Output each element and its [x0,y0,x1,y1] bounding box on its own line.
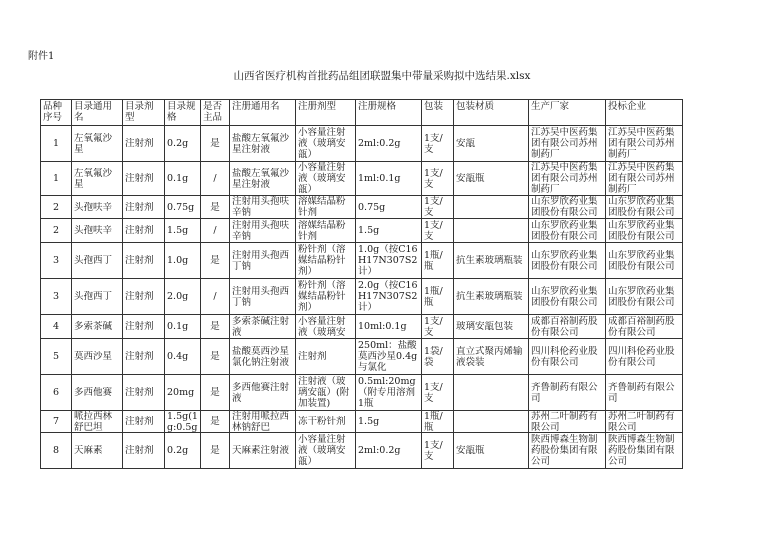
cell-reg-spec [356,196,422,219]
cell-is-main [201,433,230,469]
cell-package [422,243,454,279]
cell-text: 0.1g [167,321,189,332]
cell-text: 注射液（玻璃安瓿）(附加装置) [298,376,350,409]
cell-text: 江苏吴中医药集团有限公司苏州制药厂 [608,127,675,160]
cell-package [422,219,454,243]
cell-reg-form [296,375,356,411]
cell-catalog-spec [165,219,201,243]
cell-text: 3 [52,255,60,266]
cell-text: 注射用头孢呋辛钠 [232,219,290,242]
cell-bidder [606,339,683,375]
cell-reg-name [230,162,296,196]
cell-reg-name [230,279,296,315]
cell-manufacturer [529,375,606,411]
cell-text: 山东罗欣药业集团股份有限公司 [608,196,675,218]
cell-seq [41,219,72,243]
cell-reg-form [296,162,356,196]
cell-text: 注射剂 [125,201,154,213]
cell-text: 注射用哌拉西林钠舒巴 [232,411,290,432]
cell-is-main [201,126,230,162]
cell-catalog-name [72,279,123,315]
table-row [41,375,683,411]
cell-reg-form [296,433,356,469]
cell-catalog-form [123,196,165,219]
cell-text: 20mg [167,387,195,398]
cell-package [422,279,454,315]
cell-text: 溶媒结晶粉针剂 [298,219,346,242]
cell-text: 1支/支 [424,315,443,338]
cell-is-main [201,162,230,196]
cell-text: 小容量注射液（玻璃安瓿） [298,127,346,160]
cell-catalog-name [72,315,123,339]
cell-reg-name [230,126,296,162]
cell-catalog-spec [165,339,201,375]
cell-reg-spec [356,162,422,196]
col-header-is-main: 是否主品 [201,100,230,126]
cell-text: 左氧氟沙星 [74,132,113,155]
cell-text: 注射剂 [125,173,154,184]
cell-reg-spec [356,339,422,375]
cell-text: 盐酸莫西沙星氯化钠注射液 [232,345,290,368]
cell-text: 0.1g [167,173,189,184]
cell-text: 天麻素 [74,445,103,456]
cell-catalog-name [72,162,123,196]
cell-text: 1瓶/瓶 [424,249,443,272]
cell-package-material [454,433,529,469]
cell-text: 1 [52,173,60,184]
table-row [41,279,683,315]
cell-catalog-spec [165,126,201,162]
cell-text: 是 [210,201,220,213]
cell-text: 山东罗欣药业集团股份有限公司 [608,219,675,242]
cell-text: 头孢呋辛 [74,225,113,236]
cell-package [422,315,454,339]
cell-text: 哌拉西林舒巴坦 [74,411,113,432]
cell-seq [41,279,72,315]
cell-text: 0.75g [167,201,195,213]
cell-text: 山东罗欣药业集团股份有限公司 [531,196,598,218]
cell-reg-name [230,243,296,279]
cell-text: 8 [52,445,60,456]
cell-catalog-form [123,279,165,315]
cell-is-main [201,196,230,219]
cell-text: 1.5g [358,225,380,236]
cell-catalog-name [72,243,123,279]
cell-seq [41,411,72,433]
cell-text: 1瓶/瓶 [424,285,443,308]
table-row [41,315,683,339]
cell-text: 1支/支 [424,381,443,404]
cell-text: 注射剂 [125,225,154,236]
cell-text: 是 [210,351,220,362]
cell-reg-name [230,196,296,219]
cell-reg-name [230,219,296,243]
cell-package-material [454,162,529,196]
cell-bidder [606,411,683,433]
cell-text: 陕西博森生物制药股份集团有限公司 [608,434,675,467]
cell-package [422,339,454,375]
cell-reg-spec [356,126,422,162]
cell-text: / [213,173,217,184]
cell-reg-form [296,315,356,339]
cell-text: 10ml:0.1g [358,321,407,332]
col-header-catalog-form: 目录剂型 [123,100,165,126]
cell-text: 是 [210,138,220,149]
cell-text: 盐酸左氧氟沙星注射液 [232,132,290,155]
cell-text: 2ml:0.2g [358,445,401,456]
cell-text: 250ml：盐酸莫西沙星0.4g与氯化 [358,340,418,373]
cell-text: 莫西沙星 [74,351,113,362]
cell-package [422,433,454,469]
cell-reg-name [230,339,296,375]
cell-bidder [606,126,683,162]
cell-catalog-form [123,162,165,196]
cell-text: 1.5g [358,416,380,427]
cell-catalog-spec [165,433,201,469]
cell-catalog-name [72,126,123,162]
cell-catalog-form [123,315,165,339]
cell-text: 1支/支 [424,196,443,218]
cell-reg-form [296,243,356,279]
cell-text: 1瓶/瓶 [424,411,443,432]
cell-package [422,411,454,433]
cell-text: 多西他赛 [74,387,113,398]
cell-bidder [606,162,683,196]
cell-text: 2.0g [167,291,189,302]
cell-reg-form [296,126,356,162]
cell-package-material [454,375,529,411]
col-header-catalog-spec: 目录规格 [165,100,201,126]
cell-text: 1ml:0.1g [358,173,401,184]
cell-reg-spec [356,315,422,339]
table-row [41,126,683,162]
table-row [41,162,683,196]
col-header-seq: 品种序号 [41,100,72,126]
cell-text: 抗生素玻璃瓶装 [456,291,523,302]
cell-reg-spec [356,433,422,469]
cell-package-material [454,279,529,315]
cell-text: 1.0g [167,255,189,266]
cell-catalog-form [123,339,165,375]
cell-text: 江苏吴中医药集团有限公司苏州制药厂 [608,162,675,195]
cell-text: 小容量注射液（玻璃安瓿） [298,162,346,195]
cell-text: 注射用头孢西丁钠 [232,285,290,308]
cell-catalog-spec [165,315,201,339]
cell-text: 1.5g [167,225,189,236]
cell-text: 成都百裕制药股份有限公司 [608,315,675,338]
cell-text: 冻干粉针剂 [298,416,346,427]
cell-text: 注射剂 [125,387,154,398]
cell-catalog-form [123,219,165,243]
cell-seq [41,162,72,196]
cell-seq [41,315,72,339]
table-row [41,433,683,469]
cell-seq [41,433,72,469]
cell-text: 多西他赛注射液 [232,381,290,404]
cell-reg-spec [356,243,422,279]
cell-text: 成都百裕制药股份有限公司 [531,315,598,338]
cell-text: 江苏吴中医药集团有限公司苏州制药厂 [531,127,598,160]
cell-text: 齐鲁制药有限公司 [608,381,675,404]
cell-catalog-form [123,411,165,433]
cell-manufacturer [529,162,606,196]
cell-text: 7 [52,416,60,427]
attachment-label: 附件1 [28,51,55,62]
cell-text: 小容量注射液（玻璃安瓿） [298,434,346,467]
cell-seq [41,243,72,279]
cell-text: 1支/支 [424,132,443,155]
cell-text: 山东罗欣药业集团股份有限公司 [531,249,598,272]
cell-package-material [454,219,529,243]
cell-text: 1支/支 [424,439,443,462]
col-header-manufacturer: 生产厂家 [529,100,606,126]
cell-bidder [606,315,683,339]
cell-manufacturer [529,339,606,375]
cell-text: 苏州二叶制药有限公司 [608,411,675,432]
cell-text: 多索茶碱注射液 [232,315,290,338]
cell-is-main [201,279,230,315]
cell-catalog-spec [165,243,201,279]
col-header-bidder: 投标企业 [606,100,683,126]
cell-text: 0.4g [167,351,189,362]
cell-package [422,126,454,162]
cell-package-material [454,196,529,219]
cell-reg-form [296,411,356,433]
cell-text: 1支/支 [424,219,443,242]
col-header-reg-spec: 注册规格 [356,100,422,126]
col-header-reg-name: 注册通用名 [230,100,296,126]
cell-text: 是 [210,416,220,427]
cell-seq [41,196,72,219]
col-header-reg-form: 注册剂型 [296,100,356,126]
cell-text: 是 [210,321,220,332]
cell-text: 注射剂 [125,416,154,427]
cell-catalog-spec [165,196,201,219]
cell-catalog-spec [165,375,201,411]
cell-text: 2 [52,201,60,213]
table-row [41,196,683,219]
cell-catalog-name [72,375,123,411]
cell-package-material [454,126,529,162]
cell-catalog-name [72,339,123,375]
cell-text: 山东罗欣药业集团股份有限公司 [531,219,598,242]
cell-reg-spec [356,279,422,315]
cell-text: 天麻素注射液 [232,445,290,456]
cell-text: 头孢西丁 [74,291,113,302]
cell-text: 是 [210,387,220,398]
table-header-row [41,100,683,126]
cell-seq [41,375,72,411]
cell-seq [41,339,72,375]
cell-bidder [606,433,683,469]
cell-text: 粉针剂（溶媒结晶粉针剂） [298,280,346,313]
cell-text: 0.5ml:20mg（附专用溶剂1瓶 [358,376,416,409]
cell-text: 小容量注射液（玻璃安 [298,315,346,338]
cell-is-main [201,339,230,375]
cell-text: 是 [210,445,220,456]
cell-reg-name [230,411,296,433]
col-header-package: 包装 [422,100,454,126]
cell-text: 0.2g [167,138,189,149]
cell-text: 抗生素玻璃瓶装 [456,255,523,266]
cell-package-material [454,339,529,375]
cell-text: 注射剂 [125,291,154,302]
cell-catalog-spec [165,162,201,196]
cell-package [422,162,454,196]
cell-catalog-form [123,243,165,279]
cell-reg-form [296,196,356,219]
cell-is-main [201,315,230,339]
cell-text: 齐鲁制药有限公司 [531,381,598,404]
cell-text: 1.0g（按C16H17N307S2计） [358,244,418,277]
cell-text: 注射剂 [125,321,154,332]
cell-text: 1.5g(1g:0.5g [167,411,198,432]
cell-bidder [606,219,683,243]
cell-catalog-name [72,196,123,219]
cell-text: 左氧氟沙星 [74,167,113,190]
cell-reg-form [296,339,356,375]
cell-is-main [201,411,230,433]
cell-reg-form [296,219,356,243]
cell-text: 玻璃安瓿包装 [456,321,514,332]
cell-package [422,375,454,411]
table-row [41,219,683,243]
cell-reg-spec [356,411,422,433]
cell-text: 1 [52,138,60,149]
document-title: 山西省医疗机构首批药品组团联盟集中带量采购拟中选结果.xlsx [233,70,531,82]
col-header-package-material: 包装材质 [454,100,529,126]
cell-manufacturer [529,315,606,339]
cell-catalog-form [123,375,165,411]
cell-text: 安瓿瓶 [456,445,485,456]
cell-bidder [606,196,683,219]
cell-reg-spec [356,375,422,411]
cell-catalog-form [123,126,165,162]
cell-text: 四川科伦药业股份有限公司 [531,345,598,368]
cell-is-main [201,243,230,279]
cell-manufacturer [529,433,606,469]
cell-text: 陕西博森生物制药股份集团有限公司 [531,434,598,467]
cell-text: 直立式聚丙烯输液袋装 [456,345,523,368]
cell-catalog-spec [165,411,201,433]
results-table [40,99,683,469]
cell-bidder [606,279,683,315]
cell-is-main [201,219,230,243]
cell-text: 江苏吴中医药集团有限公司苏州制药厂 [531,162,598,195]
cell-catalog-name [72,433,123,469]
cell-text: 0.2g [167,445,189,456]
cell-catalog-name [72,411,123,433]
cell-text: 山东罗欣药业集团股份有限公司 [608,285,675,308]
cell-text: 安瓿 [456,138,476,149]
cell-catalog-form [123,433,165,469]
table-row [41,243,683,279]
cell-bidder [606,375,683,411]
cell-text: 1袋/袋 [424,345,443,368]
cell-text: / [213,225,217,236]
col-header-catalog-name: 目录通用名 [72,100,123,126]
cell-manufacturer [529,126,606,162]
cell-text: 头孢西丁 [74,255,113,266]
cell-text: 注射用头孢呋辛钠 [232,196,290,218]
cell-package-material [454,243,529,279]
cell-is-main [201,375,230,411]
cell-text: 山东罗欣药业集团股份有限公司 [608,249,675,272]
cell-seq [41,126,72,162]
cell-text: 粉针剂（溶媒结晶粉针剂） [298,244,346,277]
cell-text: 0.75g [358,201,386,213]
cell-catalog-name [72,219,123,243]
cell-package-material [454,315,529,339]
cell-text: 3 [52,291,60,302]
table-row [41,339,683,375]
cell-reg-name [230,433,296,469]
cell-catalog-spec [165,279,201,315]
cell-text: 盐酸左氧氟沙星注射液 [232,167,290,190]
cell-manufacturer [529,219,606,243]
cell-text: 2 [52,225,60,236]
cell-manufacturer [529,196,606,219]
cell-text: 注射剂 [125,351,154,362]
cell-text: 5 [52,351,60,362]
cell-manufacturer [529,411,606,433]
cell-text: 1支/支 [424,167,443,190]
cell-text: 注射剂 [298,351,327,362]
cell-text: 注射剂 [125,138,154,149]
cell-text: 注射用头孢西丁钠 [232,249,290,272]
cell-package [422,196,454,219]
cell-text: 注射剂 [125,445,154,456]
cell-text: 2ml:0.2g [358,138,401,149]
cell-manufacturer [529,243,606,279]
cell-package-material [454,411,529,433]
cell-bidder [606,243,683,279]
cell-manufacturer [529,279,606,315]
cell-reg-spec [356,219,422,243]
cell-text: 是 [210,255,220,266]
cell-reg-name [230,375,296,411]
cell-text: 注射剂 [125,255,154,266]
cell-text: 安瓿瓶 [456,173,485,184]
cell-text: 2.0g（按C16H17N307S2计） [358,280,418,313]
cell-text: / [213,291,217,302]
cell-reg-name [230,315,296,339]
cell-text: 多索茶碱 [74,321,113,332]
cell-text: 溶媒结晶粉针剂 [298,196,346,218]
cell-text: 4 [52,321,60,332]
cell-text: 6 [52,387,60,398]
cell-reg-form [296,279,356,315]
cell-text: 四川科伦药业股份有限公司 [608,345,675,368]
cell-text: 山东罗欣药业集团股份有限公司 [531,285,598,308]
cell-text: 苏州二叶制药有限公司 [531,411,598,432]
cell-text: 头孢呋辛 [74,201,113,213]
table-row [41,411,683,433]
